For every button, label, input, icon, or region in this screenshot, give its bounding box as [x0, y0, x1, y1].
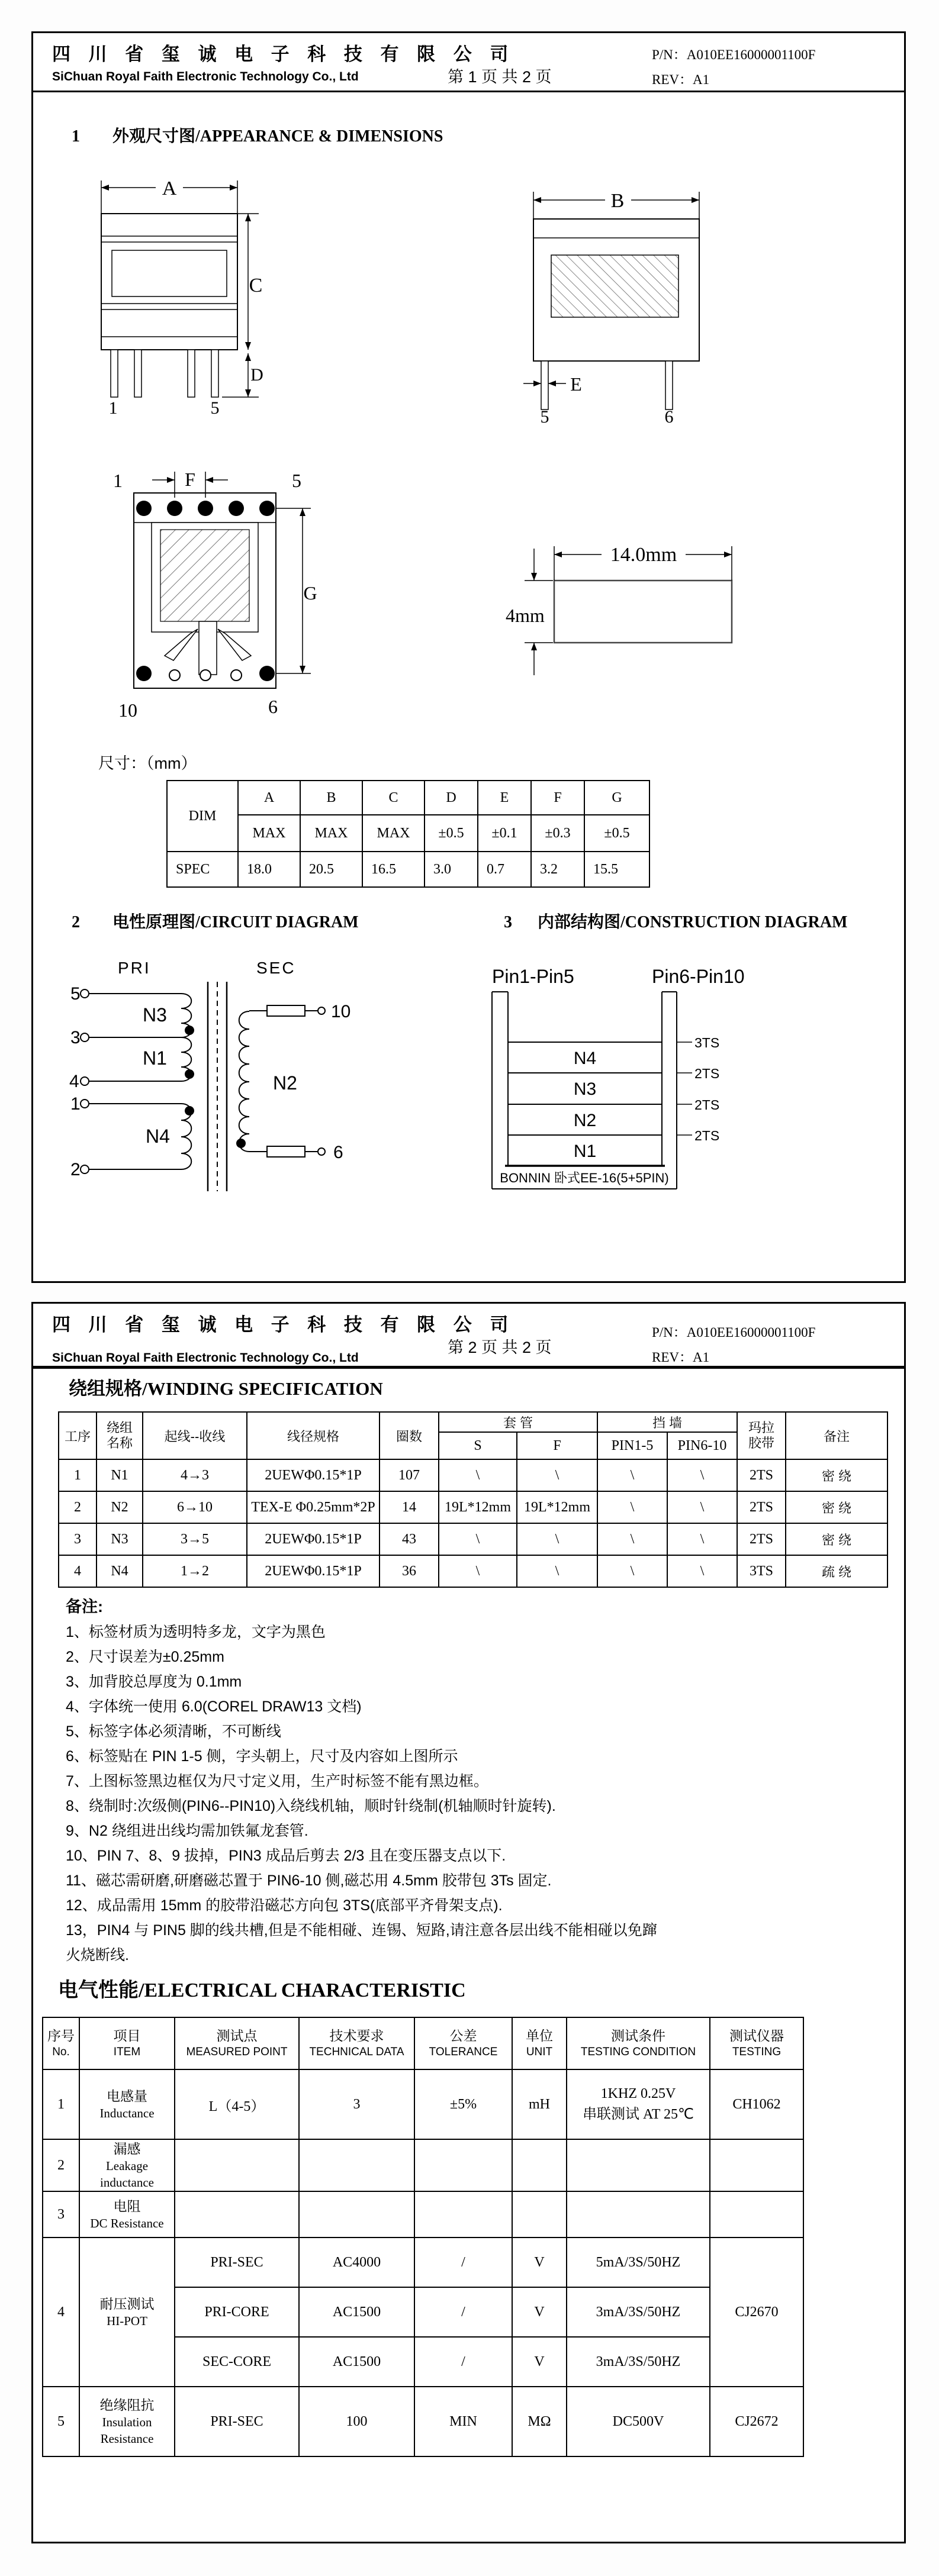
cell-item [79, 2238, 175, 2387]
col-tolerance [414, 2017, 512, 2069]
section1-number: 1 [72, 127, 80, 146]
dim-tol: MAX [362, 815, 425, 852]
notes-list [66, 1620, 657, 1968]
col-no-cn: 序号 [47, 2028, 75, 2043]
cell-remark: 密 绕 [786, 1459, 887, 1491]
bottom-pin1-label: 1 [113, 470, 123, 491]
dim-label-b: B [610, 190, 625, 212]
item-cn: 绝缘阻抗 [99, 2397, 155, 2413]
section1-text: 外观尺寸图/APPEARANCE & DIMENSIONS [112, 127, 443, 146]
cell-sleeve-f: \ [517, 1555, 597, 1587]
col-item-en: ITEM [113, 2046, 141, 2058]
dim-spec: 3.2 [531, 852, 584, 887]
dim-col: B [300, 781, 362, 815]
dim-tol: ±0.3 [531, 815, 584, 852]
cell-pin15: \ [597, 1491, 667, 1523]
col-tester-en: TESTING [732, 2046, 782, 2058]
construction-diagram [480, 959, 776, 1202]
col-winding-name-line1: 绕组 [106, 1420, 133, 1435]
cell-step: 2 [59, 1491, 97, 1523]
rev-row [652, 67, 815, 92]
section2-number: 2 [72, 913, 80, 931]
col-remark: 备注 [786, 1412, 887, 1459]
col-mylar-line2: 胶带 [748, 1436, 774, 1450]
cell-tape: 3TS [737, 1555, 786, 1587]
page-number: 第 1 页 共 2 页 [448, 68, 552, 86]
col-testing-instrument [710, 2017, 803, 2069]
item-en: Inductance [99, 2106, 155, 2120]
electrical-header-row [43, 2017, 803, 2069]
cell-data: AC1500 [299, 2287, 414, 2337]
item-en: Insulation Resistance [100, 2415, 154, 2446]
winding-n2-label: N2 [273, 1072, 297, 1094]
electrical-row-insulation [43, 2387, 803, 2456]
cell-pin15: \ [597, 1523, 667, 1555]
notes-title: 备注: [66, 1598, 103, 1616]
dim-spec: 15.5 [584, 852, 649, 887]
dim-tol: MAX [300, 815, 362, 852]
col-winding-name [97, 1412, 143, 1459]
winding-n1-label: N1 [143, 1047, 167, 1069]
col-mylar-line1: 玛拉 [748, 1420, 774, 1435]
col-pin15: PIN1-5 [597, 1432, 667, 1459]
header-divider [33, 91, 904, 92]
note-line: 1、标签材质为透明特多龙，文字为黑色 [66, 1624, 326, 1640]
cell-unit: V [512, 2238, 567, 2287]
note-line: 12、成品需用 15mm 的胶带沿磁芯方向包 3TS(底部平齐骨架支点). [66, 1897, 503, 1914]
pn-label: P/N： [652, 1325, 687, 1340]
cell-point: PRI-SEC [175, 2387, 299, 2456]
col-data-cn: 技术要求 [329, 2028, 384, 2043]
cell-data: 100 [299, 2387, 414, 2456]
side-pin6-label: 6 [664, 407, 674, 427]
col-barrier: 挡 墙 [597, 1412, 737, 1432]
col-winding-name-line2: 名称 [106, 1436, 133, 1450]
cell-point: SEC-CORE [175, 2337, 299, 2387]
col-sleeve-s: S [439, 1432, 517, 1459]
dim-col: F [531, 781, 584, 815]
construction-right-label: Pin6-Pin10 [652, 966, 745, 987]
cell-point: PRI-CORE [175, 2287, 299, 2337]
note-line: 4、字体统一使用 6.0(COREL DRAW13 文档) [66, 1698, 362, 1715]
item-cn: 电阻 [113, 2198, 141, 2214]
col-mylar-tape [737, 1412, 786, 1459]
layer-n1-label: N1 [573, 1142, 597, 1161]
layer-n4-label: N4 [573, 1049, 597, 1068]
cell-tester [710, 2139, 803, 2191]
col-technical-data [299, 2017, 414, 2069]
cell-point: L（4-5） [175, 2069, 299, 2139]
section2-title [72, 909, 359, 933]
electrical-row-hipot [43, 2238, 803, 2287]
side-pin5-label: 5 [540, 407, 549, 427]
dim-label-g: G [303, 582, 317, 604]
cond-line1: 1KHZ 0.25V [600, 2086, 676, 2101]
cell-sleeve-s: \ [439, 1459, 517, 1491]
col-measured-point [175, 2017, 299, 2069]
col-tol-cn: 公差 [449, 2028, 477, 2043]
cell-cond [567, 2191, 710, 2238]
circuit-pin10: 10 [331, 1002, 351, 1021]
cell-item [79, 2139, 175, 2191]
cell-turns: 107 [380, 1459, 439, 1491]
rev-label: REV： [652, 1350, 693, 1365]
layer-n3-label: N3 [573, 1079, 597, 1099]
cell-data: 3 [299, 2069, 414, 2139]
rev-value: A1 [693, 72, 710, 87]
note-line: 9、N2 绕组进出线均需加铁氟龙套管. [66, 1823, 308, 1839]
winding-spec-text: 绕组规格/WINDING SPECIFICATION [69, 1378, 383, 1399]
item-cn: 电感量 [107, 2088, 147, 2104]
cell-winding: N1 [97, 1459, 143, 1491]
note-line: 火烧断线. [66, 1947, 129, 1964]
cell-sleeve-s: \ [439, 1555, 517, 1587]
cell-no: 3 [43, 2191, 79, 2238]
col-unit-cn: 单位 [526, 2028, 553, 2043]
cell-tape: 2TS [737, 1491, 786, 1523]
tape-2ts-label: 2TS [694, 1097, 720, 1113]
cell-wire: 2UEWΦ0.15*1P [247, 1459, 380, 1491]
col-cond-en: TESTING CONDITION [580, 2046, 696, 2058]
front-pin5-label: 5 [210, 398, 220, 418]
winding-row [59, 1555, 887, 1587]
col-tol-en: TOLERANCE [429, 2046, 498, 2058]
cell-sleeve-f: \ [517, 1459, 597, 1491]
note-line: 8、绕制时:次级侧(PIN6--PIN10)入绕线机轴，顺时针绕制(机轴顺时针旋转). [66, 1798, 556, 1814]
note-line: 11、磁芯需研磨,研磨磁芯置于 PIN6-10 侧,磁芯用 4.5mm 胶带包 3Ts 固定. [66, 1872, 552, 1889]
item-en: DC Resistance [90, 2216, 164, 2230]
rev-label: REV： [652, 72, 693, 87]
cell-startend: 3→5 [143, 1523, 247, 1555]
cell-tester: CH1062 [710, 2069, 803, 2139]
col-sleeve-f: F [517, 1432, 597, 1459]
dim-col: A [238, 781, 300, 815]
col-sleeve: 套 管 [439, 1412, 597, 1432]
cell-item [79, 2069, 175, 2139]
cell-tol: MIN [414, 2387, 512, 2456]
col-start-end: 起线--收线 [143, 1412, 247, 1459]
side-view-drawing [519, 175, 714, 427]
cell-cond: 3mA/3S/50HZ [567, 2287, 710, 2337]
electrical-row-inductance [43, 2069, 803, 2139]
winding-row [59, 1491, 887, 1523]
col-no [43, 2017, 79, 2069]
rev-value: A1 [693, 1350, 710, 1365]
note-line: 3、加背胶总厚度为 0.1mm [66, 1674, 242, 1690]
cell-tape: 2TS [737, 1523, 786, 1555]
cell-unit: mH [512, 2069, 567, 2139]
cell-item [79, 2191, 175, 2238]
cell-sleeve-s: 19L*12mm [439, 1491, 517, 1523]
layer-n2-label: N2 [573, 1111, 597, 1130]
cell-point [175, 2191, 299, 2238]
cell-turns: 14 [380, 1491, 439, 1523]
note-line: 6、标签贴在 PIN 1-5 侧，字头朝上，尺寸及内容如上图所示 [66, 1748, 458, 1765]
circuit-pin6: 6 [333, 1143, 343, 1162]
circuit-pin3: 3 [70, 1028, 81, 1047]
col-pin610: PIN6-10 [667, 1432, 737, 1459]
cell-remark: 密 绕 [786, 1523, 887, 1555]
winding-row [59, 1523, 887, 1555]
electrical-title: 电气性能/ELECTRICAL CHARACTERISTIC [58, 1979, 466, 2001]
company-name-cn: 四 川 省 玺 诚 电 子 科 技 有 限 公 司 [52, 44, 515, 65]
cell-no: 4 [43, 2238, 79, 2387]
cell-tol: ±5% [414, 2069, 512, 2139]
col-tester-cn: 测试仪器 [729, 2028, 784, 2043]
cell-unit [512, 2191, 567, 2238]
col-unit-en: UNIT [526, 2046, 553, 2058]
note-line: 13，PIN4 与 PIN5 脚的线共槽,但是不能相碰、连锡、短路,请注意各层出线不能相碰以免蹿 [66, 1922, 657, 1939]
cell-winding: N4 [97, 1555, 143, 1587]
cell-item [79, 2387, 175, 2456]
company-name-en: SiChuan Royal Faith Electronic Technology Co., Ltd [52, 70, 359, 83]
label-sticker-drawing [501, 521, 755, 681]
dim-col: C [362, 781, 425, 815]
cell-pin610: \ [667, 1491, 737, 1523]
section3-title [504, 909, 847, 933]
construction-left-label: Pin1-Pin5 [492, 966, 574, 987]
circuit-pin4: 4 [69, 1072, 79, 1091]
note-line: 2、尺寸误差为±0.25mm [66, 1649, 224, 1665]
cell-no: 2 [43, 2139, 79, 2191]
sec-label: SEC [256, 959, 296, 977]
item-en: HI-POT [107, 2314, 147, 2328]
col-unit [512, 2017, 567, 2069]
cell-startend: 4→3 [143, 1459, 247, 1491]
cell-data [299, 2191, 414, 2238]
col-item [79, 2017, 175, 2069]
pn-label: P/N： [652, 47, 687, 62]
cell-step: 1 [59, 1459, 97, 1491]
tape-2ts-label: 2TS [694, 1066, 720, 1081]
dim-label-d: D [250, 365, 263, 385]
cell-tester: CJ2670 [710, 2238, 803, 2387]
cell-data: AC1500 [299, 2337, 414, 2387]
front-pin1-label: 1 [108, 398, 118, 418]
bobbin-type-label: BONNIN 卧式EE-16(5+5PIN) [500, 1171, 669, 1185]
cell-sleeve-s: \ [439, 1523, 517, 1555]
label-height-dim: 4mm [506, 605, 545, 626]
company-name-en: SiChuan Royal Faith Electronic Technology Co., Ltd [52, 1351, 359, 1368]
cell-point [175, 2139, 299, 2191]
tape-3ts-label: 3TS [694, 1035, 720, 1050]
cell-cond: DC500V [567, 2387, 710, 2456]
col-point-en: MEASURED POINT [186, 2046, 288, 2058]
note-line: 5、标签字体必须清晰，不可断线 [66, 1723, 281, 1740]
col-item-cn: 项目 [113, 2028, 141, 2043]
electrical-row-dcr [43, 2191, 803, 2238]
cell-pin15: \ [597, 1555, 667, 1587]
winding-n3-label: N3 [143, 1004, 167, 1026]
cell-turns: 43 [380, 1523, 439, 1555]
col-wire-spec: 线径规格 [247, 1412, 380, 1459]
cell-cond [567, 2069, 710, 2139]
cell-cond: 3mA/3S/50HZ [567, 2337, 710, 2387]
dim-tol: ±0.5 [425, 815, 478, 852]
dim-tol: ±0.5 [584, 815, 649, 852]
tape-2ts-label: 2TS [694, 1128, 720, 1143]
winding-spec-table [58, 1411, 888, 1588]
col-no-en: No. [52, 2046, 70, 2058]
pn-value: A010EE16000001100F [686, 47, 816, 62]
cond-line2: 串联测试 AT 25℃ [583, 2107, 694, 2122]
dim-tol: MAX [238, 815, 300, 852]
header-divider [33, 1366, 904, 1369]
cell-tol [414, 2191, 512, 2238]
cell-tester [710, 2191, 803, 2238]
cell-remark: 疏 绕 [786, 1555, 887, 1587]
dimension-unit-note: 尺寸：（mm） [98, 755, 197, 772]
cell-no: 5 [43, 2387, 79, 2456]
circuit-pin2: 2 [70, 1160, 81, 1179]
section3-number: 3 [504, 913, 512, 931]
dim-spec: 18.0 [238, 852, 300, 887]
cell-sleeve-f: \ [517, 1523, 597, 1555]
dimension-table [166, 780, 650, 888]
cell-unit: V [512, 2287, 567, 2337]
circuit-pin5: 5 [70, 984, 81, 1004]
winding-spec-title [69, 1374, 383, 1400]
cell-pin610: \ [667, 1459, 737, 1491]
dim-label-a: A [162, 178, 177, 199]
cell-sleeve-f: 19L*12mm [517, 1491, 597, 1523]
cell-step: 4 [59, 1555, 97, 1587]
cell-point: PRI-SEC [175, 2238, 299, 2287]
cell-pin610: \ [667, 1523, 737, 1555]
electrical-table [42, 2017, 804, 2457]
item-cn: 耐压测试 [99, 2296, 155, 2311]
dim-col: G [584, 781, 649, 815]
cell-wire: 2UEWΦ0.15*1P [247, 1523, 380, 1555]
cell-data [299, 2139, 414, 2191]
cell-step: 3 [59, 1523, 97, 1555]
cell-startend: 6→10 [143, 1491, 247, 1523]
part-number-block [652, 43, 815, 92]
dim-spec: 16.5 [362, 852, 425, 887]
pn-row [652, 1320, 815, 1345]
dim-label-f: F [185, 469, 195, 490]
cell-unit: MΩ [512, 2387, 567, 2456]
section3-text: 内部结构图/CONSTRUCTION DIAGRAM [538, 913, 848, 931]
dim-col: D [425, 781, 478, 815]
dim-spec: 20.5 [300, 852, 362, 887]
col-data-en: TECHNICAL DATA [309, 2046, 404, 2058]
col-point-cn: 测试点 [216, 2028, 258, 2043]
dim-label-e: E [570, 373, 582, 395]
section1-title [72, 123, 443, 147]
item-cn: 漏感 [113, 2141, 141, 2156]
cell-unit [512, 2139, 567, 2191]
cell-tol: / [414, 2238, 512, 2287]
part-number-block [652, 1320, 815, 1370]
circuit-diagram [66, 947, 356, 1202]
item-en: Leakage inductance [100, 2159, 154, 2190]
note-line: 7、上图标签黑边框仅为尺寸定义用，生产时标签不能有黑边框。 [66, 1773, 488, 1790]
bottom-pin10-label: 10 [118, 699, 137, 721]
col-process: 工序 [59, 1412, 97, 1459]
col-testing-condition [567, 2017, 710, 2069]
cell-tape: 2TS [737, 1459, 786, 1491]
page-number: 第 2 页 共 2 页 [448, 1339, 552, 1356]
cell-data: AC4000 [299, 2238, 414, 2287]
cell-cond [567, 2139, 710, 2191]
dim-label-c: C [249, 275, 263, 296]
bottom-view-drawing [101, 456, 326, 723]
section2-text: 电性原理图/CIRCUIT DIAGRAM [112, 913, 359, 931]
circuit-pin1: 1 [70, 1094, 81, 1114]
note-line: 10、PIN 7、8、9 拔掉，PIN3 成品后剪去 2/3 且在变压器支点以下. [66, 1848, 506, 1864]
dim-spec-label: SPEC [167, 852, 238, 887]
cell-pin15: \ [597, 1459, 667, 1491]
dim-col: E [478, 781, 531, 815]
cell-no: 1 [43, 2069, 79, 2139]
dim-spec: 3.0 [425, 852, 478, 887]
bottom-pin5-label: 5 [292, 470, 301, 491]
winding-n4-label: N4 [146, 1126, 170, 1147]
label-width-dim: 14.0mm [610, 544, 677, 566]
cell-wire: 2UEWΦ0.15*1P [247, 1555, 380, 1587]
pri-label: PRI [118, 959, 151, 977]
cell-winding: N2 [97, 1491, 143, 1523]
cell-tol: / [414, 2337, 512, 2387]
cell-startend: 1→2 [143, 1555, 247, 1587]
col-turns: 圈数 [380, 1412, 439, 1459]
cell-tester: CJ2672 [710, 2387, 803, 2456]
company-name-cn: 四 川 省 玺 诚 电 子 科 技 有 限 公 司 [52, 1314, 515, 1335]
pn-row [652, 43, 815, 67]
cell-unit: V [512, 2337, 567, 2387]
cell-winding: N3 [97, 1523, 143, 1555]
cell-remark: 密 绕 [786, 1491, 887, 1523]
electrical-row-leakage [43, 2139, 803, 2191]
bottom-pin6-label: 6 [268, 696, 278, 717]
cell-pin610: \ [667, 1555, 737, 1587]
dim-spec: 0.7 [478, 852, 531, 887]
cell-tol: / [414, 2287, 512, 2337]
cell-turns: 36 [380, 1555, 439, 1587]
winding-row [59, 1459, 887, 1491]
page-2 [31, 1302, 906, 2543]
page-1 [31, 31, 906, 1283]
front-view-drawing [89, 160, 267, 416]
pn-value: A010EE16000001100F [686, 1325, 816, 1340]
dim-corner: DIM [167, 781, 238, 852]
cell-cond: 5mA/3S/50HZ [567, 2238, 710, 2287]
cell-wire: TEX-E Φ0.25mm*2P [247, 1491, 380, 1523]
dim-tol: ±0.1 [478, 815, 531, 852]
col-cond-cn: 测试条件 [611, 2028, 665, 2043]
cell-tol [414, 2139, 512, 2191]
